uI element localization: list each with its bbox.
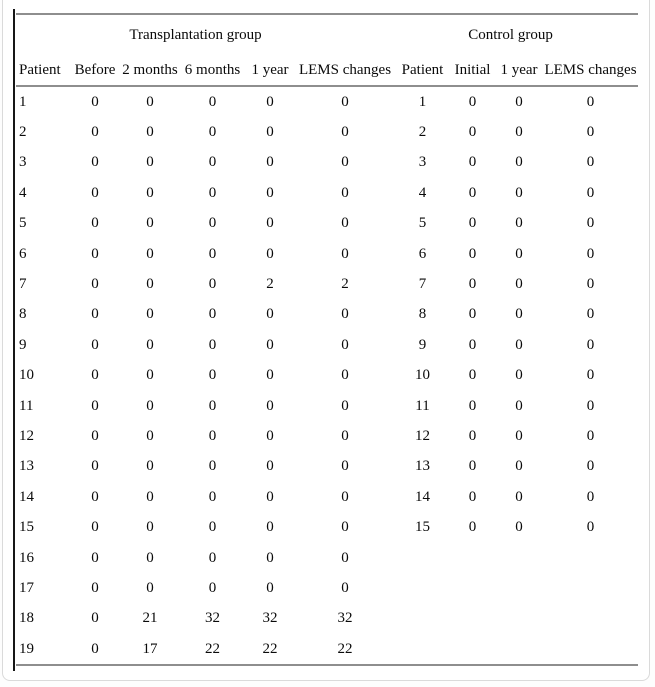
- table-cell: 6: [19, 245, 27, 262]
- table-cell: 21: [142, 610, 158, 627]
- group-header-transplantation: Transplantation group: [129, 26, 262, 43]
- table-cell: 0: [468, 519, 477, 536]
- table-header: [16, 14, 638, 86]
- table-cell: 12: [415, 427, 431, 444]
- table-cell: 0: [266, 397, 274, 414]
- table-cell: 17: [142, 640, 158, 657]
- table-cell: 0: [341, 184, 349, 201]
- table-cell: 0: [208, 427, 217, 444]
- table-cell: 7: [19, 276, 27, 293]
- table-cell: 14: [19, 488, 34, 505]
- table-cell: 0: [468, 397, 477, 414]
- table-cell: 0: [586, 427, 595, 444]
- table-cell: 15: [415, 519, 431, 536]
- table-cell: 0: [341, 549, 349, 566]
- table-cell: 0: [146, 276, 154, 293]
- table-cell: 0: [468, 306, 477, 323]
- column-header-patient-control: Patient: [395, 55, 450, 86]
- table-cell: 32: [205, 610, 220, 627]
- table-cell: 0: [91, 215, 99, 232]
- left-vertical-rule: [13, 9, 15, 671]
- table-cell: 1: [19, 93, 27, 110]
- table-cell: 0: [515, 184, 523, 201]
- table-cell: 0: [468, 367, 477, 384]
- table-cell: 0: [515, 215, 523, 232]
- column-header-1-year-control: 1 year: [495, 55, 543, 86]
- table-cell: 0: [146, 306, 154, 323]
- table-cell: 0: [266, 579, 274, 596]
- table-cell: 7: [418, 276, 427, 293]
- table-row: [16, 482, 638, 512]
- table-cell: 0: [208, 579, 217, 596]
- column-header-lems-changes-transplant: LEMS changes: [295, 55, 395, 86]
- table-cell: 0: [515, 488, 523, 505]
- table-cell: 8: [418, 306, 427, 323]
- table-cell: [543, 573, 638, 603]
- table-cell: 32: [337, 610, 353, 627]
- table-cell: 0: [341, 427, 349, 444]
- table-row: [16, 86, 638, 117]
- table-cell: 0: [515, 458, 523, 475]
- table-cell: 0: [586, 519, 595, 536]
- table-cell: 0: [266, 215, 274, 232]
- table-cell: 0: [91, 640, 99, 657]
- table-cell: 9: [418, 336, 427, 353]
- table-row: [16, 573, 638, 603]
- table-cell: 0: [468, 245, 477, 262]
- table-cell: 0: [468, 154, 477, 171]
- table-cell: 32: [262, 610, 278, 627]
- table-cell: 0: [341, 458, 349, 475]
- table-cell: 0: [515, 427, 523, 444]
- results-table: [16, 13, 638, 666]
- table-cell: 0: [91, 367, 99, 384]
- table-cell: [395, 604, 450, 634]
- table-cell: 0: [586, 184, 595, 201]
- table-cell: 0: [341, 93, 349, 110]
- table-row: [16, 178, 638, 208]
- table-cell: 0: [91, 154, 99, 171]
- table-cell: 13: [19, 458, 34, 475]
- table-row: [16, 209, 638, 239]
- table-cell: 0: [146, 215, 154, 232]
- table-cell: 0: [586, 276, 595, 293]
- column-header-before: Before: [70, 55, 120, 86]
- table-row: [16, 512, 638, 542]
- table-cell: 14: [415, 488, 431, 505]
- table-cell: 0: [146, 579, 154, 596]
- table-cell: 0: [208, 549, 217, 566]
- table-cell: 0: [266, 154, 274, 171]
- table-cell: 0: [146, 154, 154, 171]
- table-cell: [450, 634, 495, 665]
- table-cell: 2: [418, 124, 427, 141]
- table-cell: 3: [418, 154, 427, 171]
- table-cell: 0: [341, 519, 349, 536]
- table-cell: 0: [146, 549, 154, 566]
- table-cell: 10: [19, 367, 34, 384]
- table-cell: 0: [586, 245, 595, 262]
- column-header-1-year-transplant: 1 year: [245, 55, 295, 86]
- table-cell: 0: [266, 93, 274, 110]
- table-cell: [395, 573, 450, 603]
- table-cell: 0: [515, 154, 523, 171]
- table-cell: 0: [208, 215, 217, 232]
- table-cell: [495, 573, 543, 603]
- table-cell: 0: [468, 276, 477, 293]
- table-row: [16, 543, 638, 573]
- table-cell: 0: [468, 215, 477, 232]
- table-cell: 10: [415, 367, 431, 384]
- table-cell: [450, 573, 495, 603]
- table-cell: 4: [19, 184, 27, 201]
- table-cell: [395, 543, 450, 573]
- table-cell: 2: [19, 124, 27, 141]
- table-cell: 0: [91, 610, 99, 627]
- table-cell: 0: [341, 397, 349, 414]
- table-cell: 0: [266, 427, 274, 444]
- table-cell: 22: [205, 640, 220, 657]
- table-cell: 0: [91, 579, 99, 596]
- table-cell: 17: [19, 579, 34, 596]
- table-cell: 0: [515, 397, 523, 414]
- table-cell: 4: [418, 184, 427, 201]
- table-cell: 0: [208, 367, 217, 384]
- table-cell: [543, 604, 638, 634]
- table-cell: 0: [468, 488, 477, 505]
- table-cell: 0: [586, 458, 595, 475]
- table-cell: 0: [341, 367, 349, 384]
- table-cell: 0: [146, 124, 154, 141]
- table-cell: 5: [19, 215, 27, 232]
- table-cell: 0: [91, 276, 99, 293]
- table-cell: 0: [586, 93, 595, 110]
- table-cell: 0: [208, 306, 217, 323]
- table-cell: 0: [208, 397, 217, 414]
- table-cell: 0: [146, 458, 154, 475]
- table-row: [16, 330, 638, 360]
- table-cell: [495, 634, 543, 665]
- table-row: [16, 148, 638, 178]
- table-cell: 0: [266, 184, 274, 201]
- table-row: [16, 452, 638, 482]
- table-cell: 0: [146, 245, 154, 262]
- table-cell: 0: [266, 488, 274, 505]
- table-cell: 0: [515, 245, 523, 262]
- table-cell: 0: [146, 93, 154, 110]
- table-row: [16, 300, 638, 330]
- table-cell: 8: [19, 306, 27, 323]
- table-cell: 0: [586, 336, 595, 353]
- table-cell: 0: [468, 93, 477, 110]
- table-cell: 0: [341, 245, 349, 262]
- table-cell: 0: [341, 215, 349, 232]
- table-cell: 18: [19, 610, 34, 627]
- column-header-2-months: 2 months: [120, 55, 180, 86]
- table-cell: 11: [415, 397, 430, 414]
- table-row: [16, 269, 638, 299]
- table-cell: 2: [341, 276, 349, 293]
- table-cell: 0: [91, 427, 99, 444]
- table-cell: 0: [91, 245, 99, 262]
- column-header-lems-changes-control: LEMS changes: [543, 55, 638, 86]
- table-cell: 0: [468, 124, 477, 141]
- table-cell: 0: [146, 367, 154, 384]
- table-cell: [450, 543, 495, 573]
- table-cell: 0: [91, 124, 99, 141]
- table-cell: 0: [91, 336, 99, 353]
- table-cell: 0: [91, 306, 99, 323]
- table-cell: 0: [586, 488, 595, 505]
- table-cell: 0: [91, 549, 99, 566]
- table-cell: 0: [91, 93, 99, 110]
- table-cell: 19: [19, 640, 34, 657]
- table-cell: 22: [337, 640, 353, 657]
- table-cell: [495, 604, 543, 634]
- table-cell: 11: [19, 397, 34, 414]
- group-header-row: [16, 14, 638, 55]
- table-cell: 13: [415, 458, 431, 475]
- table-cell: 0: [468, 336, 477, 353]
- table-cell: 0: [586, 397, 595, 414]
- table-row: [16, 391, 638, 421]
- column-header-6-months: 6 months: [180, 55, 245, 86]
- table-cell: 0: [146, 519, 154, 536]
- table-cell: 0: [266, 124, 274, 141]
- table-cell: 0: [266, 306, 274, 323]
- table-cell: 0: [208, 488, 217, 505]
- table-cell: 1: [418, 93, 427, 110]
- column-header-patient-transplant: Patient: [16, 55, 70, 86]
- table-cell: 0: [208, 184, 217, 201]
- table-cell: 0: [515, 276, 523, 293]
- table-cell: [543, 543, 638, 573]
- table-cell: 0: [515, 306, 523, 323]
- table-cell: 0: [146, 184, 154, 201]
- table-cell: 0: [341, 336, 349, 353]
- table-row: [16, 604, 638, 634]
- table-cell: 0: [341, 579, 349, 596]
- table-cell: 0: [515, 93, 523, 110]
- table-row: [16, 239, 638, 269]
- table-cell: 0: [208, 124, 217, 141]
- table-cell: [495, 543, 543, 573]
- table-cell: 0: [586, 124, 595, 141]
- table-cell: 0: [586, 215, 595, 232]
- table-cell: 0: [266, 549, 274, 566]
- table-cell: 0: [266, 367, 274, 384]
- table-row: [16, 421, 638, 451]
- table-cell: 0: [341, 488, 349, 505]
- table-cell: 16: [19, 549, 34, 566]
- table-cell: 0: [91, 458, 99, 475]
- table-row: [16, 361, 638, 391]
- table-cell: 0: [146, 397, 154, 414]
- table-cell: 0: [91, 397, 99, 414]
- column-header-initial: Initial: [450, 55, 495, 86]
- table-cell: 0: [266, 245, 274, 262]
- table-cell: 0: [341, 154, 349, 171]
- table-cell: 0: [266, 458, 274, 475]
- table-row: [16, 634, 638, 665]
- table-cell: 0: [208, 276, 217, 293]
- table-cell: 0: [208, 245, 217, 262]
- table-cell: 0: [146, 336, 154, 353]
- table-cell: 0: [341, 124, 349, 141]
- table-cell: 0: [208, 458, 217, 475]
- table-cell: 0: [91, 488, 99, 505]
- table-cell: [543, 634, 638, 665]
- table-cell: 0: [146, 488, 154, 505]
- table-cell: 0: [515, 124, 523, 141]
- table-cell: 0: [208, 519, 217, 536]
- table-cell: 0: [586, 306, 595, 323]
- column-header-row: [16, 55, 638, 86]
- table-row: [16, 117, 638, 147]
- table-cell: 0: [586, 367, 595, 384]
- table-cell: 0: [468, 427, 477, 444]
- table-cell: 12: [19, 427, 34, 444]
- table-cell: [395, 634, 450, 665]
- table-cell: 0: [266, 519, 274, 536]
- table-cell: 0: [515, 519, 523, 536]
- table-cell: 2: [266, 276, 274, 293]
- table-cell: 0: [91, 184, 99, 201]
- table-cell: 0: [468, 184, 477, 201]
- table-cell: 0: [266, 336, 274, 353]
- table-cell: 0: [91, 519, 99, 536]
- table-cell: 0: [341, 306, 349, 323]
- table-cell: 0: [586, 154, 595, 171]
- table-cell: [450, 604, 495, 634]
- table-cell: 0: [515, 336, 523, 353]
- table-cell: 0: [208, 336, 217, 353]
- table-cell: 0: [515, 367, 523, 384]
- table-cell: 15: [19, 519, 34, 536]
- table-cell: 0: [468, 458, 477, 475]
- table-cell: 0: [208, 154, 217, 171]
- table-cell: 3: [19, 154, 27, 171]
- table-cell: 6: [418, 245, 427, 262]
- table-cell: 0: [146, 427, 154, 444]
- table-cell: 0: [208, 93, 217, 110]
- group-header-control: Control group: [468, 26, 553, 43]
- table-cell: 9: [19, 336, 27, 353]
- table-cell: 22: [262, 640, 278, 657]
- table-cell: 5: [418, 215, 427, 232]
- table-body: [16, 86, 638, 665]
